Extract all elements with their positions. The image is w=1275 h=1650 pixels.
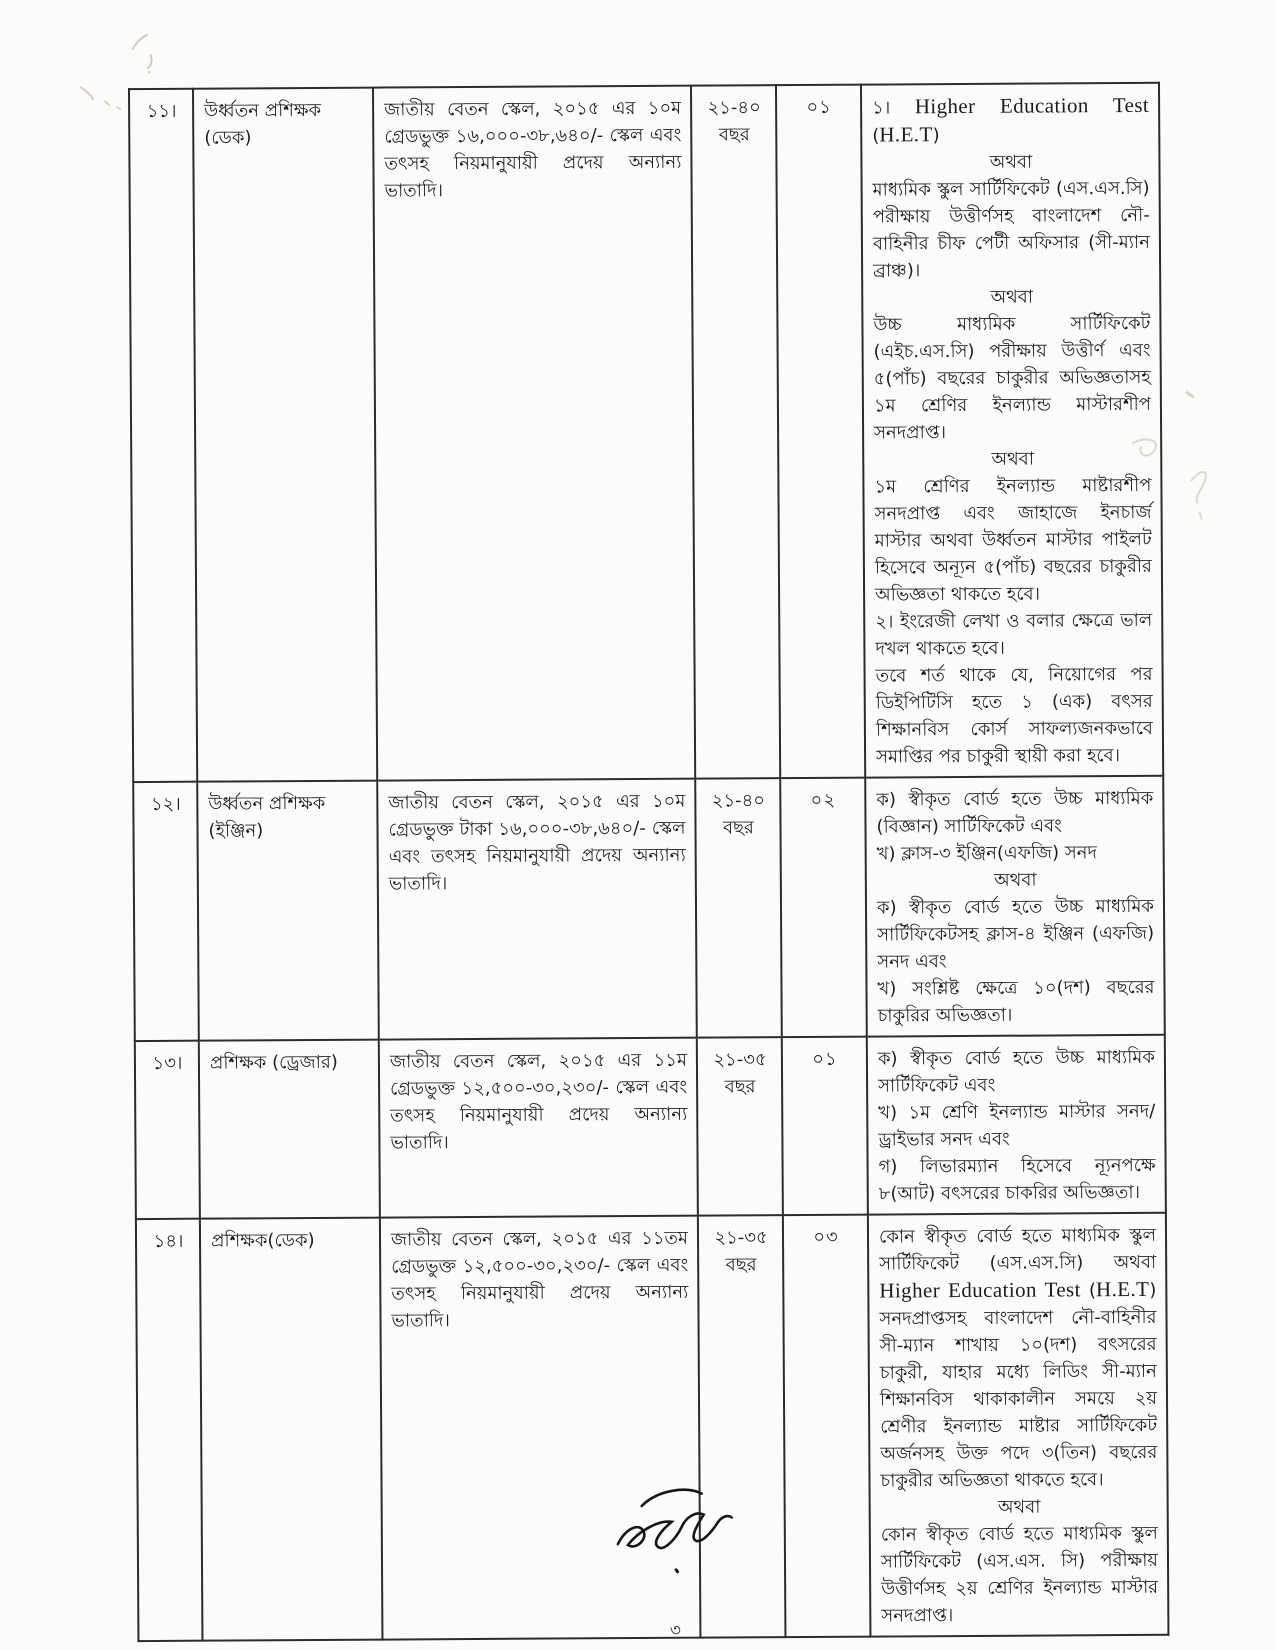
qualification-paragraph: ১ম শ্রেণির ইনল্যান্ড মাষ্টারশীপ সনদপ্রাপ্ত এবং জাহাজে ইনচার্জ মাস্টার অথবা উর্ধ্বতন মাস্টার পাইলট হিসেবে অন্যূন ৫(পাঁচ) বছরের চাকুরীর অভিজ্ঞতা থাকতে হবে।	[874, 474, 1152, 606]
vacancy-count-cell: ০৩	[783, 1215, 871, 1638]
pay-scale-cell: জাতীয় বেতন স্কেল, ২০১৫ এর ১০ম গ্রেডভুক্ত টাকা ১৬,০০০-৩৮,৬৪০/- স্কেল এবং তৎসহ নিয়মানুযায়ী প্রদেয় অন্যান্য ভাতাদি।	[377, 779, 697, 1040]
age-cell: ২১-৩৫ বছর	[698, 1215, 786, 1638]
latin-text: Higher Education Test	[879, 1277, 1081, 1303]
or-separator: অথবা	[990, 286, 1034, 308]
latin-text: H.E.T	[879, 122, 933, 147]
serial-cell: ১২।	[133, 782, 199, 1041]
or-separator: অথবা	[997, 1496, 1041, 1518]
post-name-cell: উর্ধ্বতন প্রশিক্ষক (ডেক)	[193, 88, 377, 782]
qualification-paragraph: কোন স্বীকৃত বোর্ড হতে মাধ্যমিক স্কুল সার্টিফিকেট (এস.এস.সি) অথবা Higher Education Test (H.E.T) সনদপ্রাপ্তসহ বাংলাদেশ নৌ-বাহিনীর সী-ম্যান শাখায় ১০(দশ) বৎসরের চাকুরী, যাহার মধ্যে লিডিং সী-ম্যান শিক্ষানবিস থাকাকালীন সময়ে ২য় শ্রেণীর ইনল্যান্ড মাষ্টার সার্টিফিকেট অর্জনসহ উক্ত পদে ৩(তিন) বছরের চাকুরীর অভিজ্ঞতা থাকতে হবে।	[878, 1224, 1158, 1492]
pencil-mark-top-left	[129, 33, 169, 73]
recruitment-table-body	[129, 83, 1168, 1641]
post-name-cell: প্রশিক্ষক (ড্রেজার)	[199, 1040, 380, 1219]
serial-cell: ১৩।	[135, 1041, 200, 1219]
qualification-paragraph: ১। Higher Education Test (H.E.T)	[872, 92, 1150, 147]
latin-text: H.E.T	[1095, 1276, 1150, 1302]
qualification-cell	[868, 1213, 1169, 1637]
qualification-cell	[867, 1035, 1166, 1215]
qualification-paragraph: কোন স্বীকৃত বোর্ড হতে মাধ্যমিক স্কুল সার্টিফিকেট (এস.এস. সি) পরীক্ষায় উত্তীর্ণসহ ২য় শ্রেণির ইনল্যান্ড মাস্টার সনদপ্রাপ্ত।	[880, 1522, 1159, 1627]
vacancy-count-cell: ০১	[776, 85, 865, 779]
page-number: ৩	[669, 1620, 682, 1641]
serial-cell: ১১।	[129, 89, 197, 782]
serial-cell: ১৪।	[136, 1219, 203, 1641]
qualification-paragraph: তবে শর্ত থাকে যে, নিয়োগের পর ডিইপিটিসি হতে ১ (এক) বৎসর শিক্ষানবিস কোর্স সাফল্যজনকভাবে সমাপ্তির পর চাকুরী স্থায়ী করা হবে।	[875, 663, 1153, 768]
or-separator: অথবা	[994, 869, 1037, 891]
age-cell: ২১-৪০ বছর	[695, 778, 782, 1038]
table-row	[135, 1035, 1166, 1219]
age-cell: ২১-৩৫ বছর	[697, 1037, 783, 1216]
qualification-paragraph: গ) লিভারম্যান হিসেবে ন্যূনপক্ষে ৮(আট) বৎসরের চাকরির অভিজ্ঞতা।	[878, 1154, 1156, 1205]
or-separator: অথবা	[991, 448, 1035, 470]
qualification-paragraph: ক) স্বীকৃত বোর্ড হতে উচ্চ মাধ্যমিক (বিজ্ঞান) সার্টিফিকেট এবং	[876, 787, 1154, 838]
qualification-paragraph: ২। ইংরেজী লেখা ও বলার ক্ষেত্রে ভাল দখল থাকতে হবে।	[875, 609, 1153, 660]
pay-scale-cell: জাতীয় বেতন স্কেল, ২০১৫ এর ১০ম গ্রেডভুক্ত ১৬,০০০-৩৮,৬৪০/- স্কেল এবং তৎসহ নিয়মানুযায়ী প্রদেয় অন্যান্য ভাতাদি।	[373, 86, 695, 781]
age-cell: ২১-৪০ বছর	[691, 85, 780, 779]
latin-text: Higher Education Test	[914, 92, 1150, 119]
vacancy-count-cell: ০১	[782, 1037, 868, 1216]
table-row	[129, 83, 1163, 782]
qualification-cell	[865, 776, 1165, 1037]
qualification-paragraph: ক) স্বীকৃত বোর্ড হতে উচ্চ মাধ্যমিক সার্টিফিকেটসহ ক্লাস-৪ ইঞ্জিন (এফজি) সনদ এবং	[876, 895, 1155, 973]
qualification-paragraph: ক) স্বীকৃত বোর্ড হতে উচ্চ মাধ্যমিক সার্টিফিকেট এবং	[877, 1046, 1155, 1097]
qualification-paragraph: উচ্চ মাধ্যমিক সার্টিফিকেট (এইচ.এস.সি) পরীক্ষায় উত্তীর্ণ এবং ৫(পাঁচ) বছরের চাকুরীর অভিজ্ঞতাসহ ১ম শ্রেণির ইনল্যান্ড মাস্টারশীপ সনদপ্রাপ্ত।	[873, 312, 1152, 444]
qualification-cell	[861, 83, 1163, 778]
table-row	[133, 776, 1165, 1041]
qualification-paragraph: খ) ক্লাস-৩ ইঞ্জিন(এফজি) সনদ	[876, 842, 1098, 865]
vacancy-count-cell: ০২	[780, 778, 867, 1038]
post-name-cell: উর্ধ্বতন প্রশিক্ষক (ইঞ্জিন)	[197, 781, 379, 1041]
qualification-paragraph: খ) সংশ্লিষ্ট ক্ষেত্রে ১০(দশ) বছরের চাকুরির অভিজ্ঞতা।	[877, 976, 1155, 1027]
post-name-cell: প্রশিক্ষক(ডেক)	[200, 1218, 383, 1641]
pencil-mark-left-margin	[75, 81, 125, 115]
table-row	[136, 1213, 1169, 1641]
pay-scale-cell: জাতীয় বেতন স্কেল, ২০১৫ এর ১১ম গ্রেডভুক্ত ১২,৫০০-৩০,২৩০/- স্কেল এবং তৎসহ নিয়মানুযায়ী প্রদেয় অন্যান্য ভাতাদি।	[379, 1038, 698, 1218]
pay-scale-cell: জাতীয় বেতন স্কেল, ২০১৫ এর ১১তম গ্রেডভুক্ত ১২,৫০০-৩০,২৩০/- স্কেল এবং তৎসহ নিয়মানুযায়ী প্রদেয় অন্যান্য ভাতাদি।	[380, 1216, 701, 1640]
qualification-paragraph: খ) ১ম শ্রেণি ইনল্যান্ড মাস্টার সনদ/ড্রাইভার সনদ এবং	[878, 1100, 1156, 1151]
or-separator: অথবা	[989, 151, 1033, 173]
recruitment-table	[128, 82, 1169, 1642]
qualification-paragraph: মাধ্যমিক স্কুল সার্টিফিকেট (এস.এস.সি) পরীক্ষায় উত্তীর্ণসহ বাংলাদেশ নৌ-বাহিনীর চীফ পেটী অফিসার (সী-ম্যান ব্রাঞ্চ)।	[872, 177, 1151, 282]
